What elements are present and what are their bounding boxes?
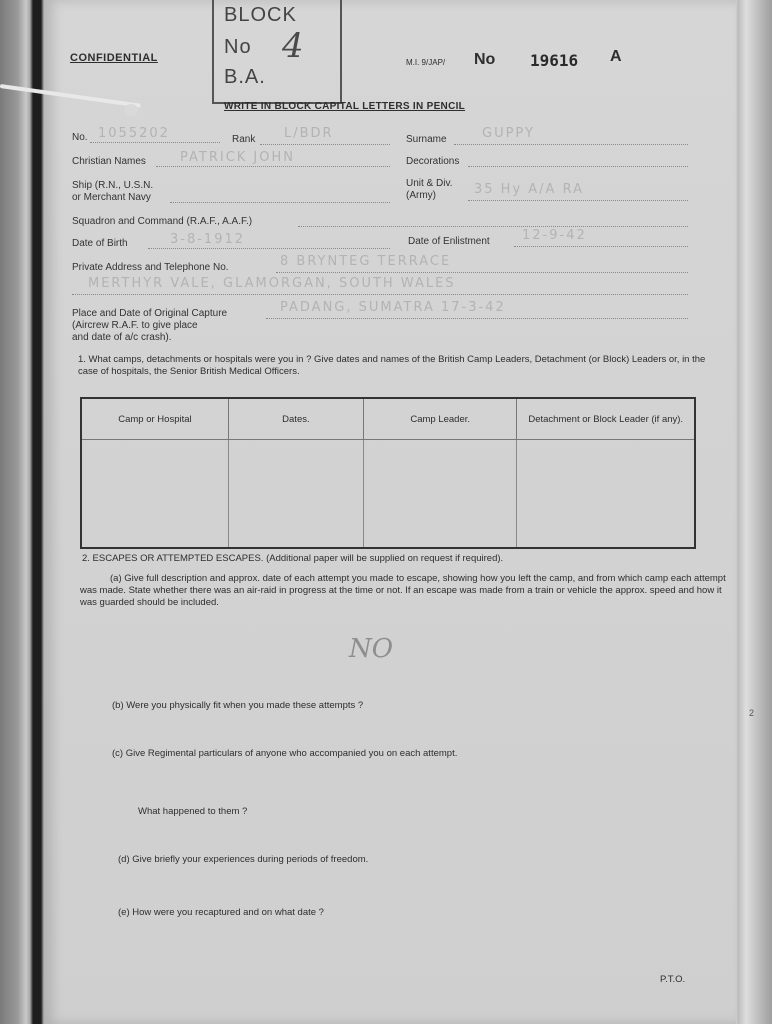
address-label: Private Address and Telephone No. bbox=[72, 262, 229, 273]
form-number-label: No bbox=[474, 51, 496, 68]
unit-label-line1: Unit & Div. bbox=[406, 178, 453, 189]
capture-label-line2: (Aircrew R.A.F. to give place bbox=[72, 320, 198, 331]
service-number-value: 1055202 bbox=[98, 126, 170, 141]
stamp-ba: B.A. bbox=[224, 66, 266, 88]
questionnaire-page bbox=[44, 0, 736, 1024]
question-2c-followup: What happened to them ? bbox=[138, 806, 248, 817]
date-of-birth-value: 3-8-1912 bbox=[170, 232, 246, 247]
camps-header-leader: Camp Leader. bbox=[363, 398, 517, 440]
question-2d: (d) Give briefly your experiences during periods of freedom. bbox=[118, 854, 369, 865]
section-2-title: 2. ESCAPES OR ATTEMPTED ESCAPES. (Additional paper will be supplied on request if required). bbox=[82, 553, 504, 564]
date-of-enlistment-value: 12-9-42 bbox=[522, 228, 587, 243]
stamp-no: No bbox=[224, 36, 252, 58]
christian-names-label: Christian Names bbox=[72, 156, 146, 167]
capture-label-line3: and date of a/c crash). bbox=[72, 332, 172, 343]
page-edge-mark: 2 bbox=[748, 708, 754, 718]
form-serial-number: 19616 bbox=[530, 51, 579, 70]
surname-value: GUPPY bbox=[482, 126, 535, 141]
question-2c: (c) Give Regimental particulars of anyone who accompanied you on each attempt. bbox=[112, 748, 458, 759]
camps-table bbox=[80, 397, 696, 549]
confidential-heading: CONFIDENTIAL bbox=[70, 52, 158, 64]
question-2e: (e) How were you recaptured and on what date ? bbox=[118, 907, 324, 918]
squadron-label: Squadron and Command (R.A.F., A.A.F.) bbox=[72, 216, 253, 227]
capture-label-line1: Place and Date of Original Capture bbox=[72, 308, 228, 319]
service-number-label: No. bbox=[72, 132, 88, 143]
christian-names-value: PATRICK JOHN bbox=[180, 150, 295, 165]
decorations-label: Decorations bbox=[406, 156, 460, 167]
unit-value: 35 Hy A/A RA bbox=[474, 182, 584, 197]
capture-value: PADANG, SUMATRA 17-3-42 bbox=[280, 300, 506, 315]
date-of-enlistment-label: Date of Enlistment bbox=[408, 236, 490, 247]
camps-cell bbox=[228, 440, 363, 549]
block-stamp bbox=[212, 0, 342, 104]
question-2a: (a) Give full description and approx. date of each attempt you made to escape, showing how you left the camp, and from which camp each attempt was made. State whether there was an air-raid in progress at the time or not. If an escape was made from a train or vehicle the approx. speed and how it was guarded should be included. bbox=[80, 573, 726, 608]
rank-label: Rank bbox=[232, 134, 256, 145]
please-turn-over: P.T.O. bbox=[660, 974, 686, 985]
unit-label-line2: (Army) bbox=[406, 190, 436, 201]
ship-label-line1: Ship (R.N., U.S.N. bbox=[72, 180, 154, 191]
surname-label: Surname bbox=[406, 134, 447, 145]
ship-label-line2: or Merchant Navy bbox=[72, 192, 151, 203]
camps-header-camp: Camp or Hospital bbox=[81, 398, 228, 440]
date-of-birth-label: Date of Birth bbox=[72, 238, 128, 249]
question-2a-answer: NO bbox=[349, 634, 394, 664]
rank-value: L/BDR bbox=[284, 126, 334, 141]
camps-header-detachment: Detachment or Block Leader (if any). bbox=[517, 398, 695, 440]
camps-table-row bbox=[81, 440, 695, 549]
question-2b: (b) Were you physically fit when you made these attempts ? bbox=[112, 700, 364, 711]
form-serial-suffix: A bbox=[610, 48, 622, 65]
mi-reference: M.I. 9/JAP/ bbox=[406, 58, 446, 67]
binding-string-knot bbox=[124, 104, 138, 116]
camps-header-dates: Dates. bbox=[228, 398, 363, 440]
camps-cell bbox=[517, 440, 695, 549]
question-1: 1. What camps, detachments or hospitals were you in ? Give dates and names of the British Camp Leaders, Detachment (or Block) Leaders or, in the case of hospitals, the Senior British Medical Officers. bbox=[78, 354, 706, 377]
camps-cell bbox=[81, 440, 228, 549]
stamp-handwritten-number: 4 bbox=[282, 26, 304, 66]
address-value-line2: MERTHYR VALE, GLAMORGAN, SOUTH WALES bbox=[88, 276, 456, 291]
address-value-line1: 8 BRYNTEG TERRACE bbox=[280, 254, 452, 269]
pencil-instruction: WRITE IN BLOCK CAPITAL LETTERS IN PENCIL bbox=[224, 101, 466, 112]
camps-cell bbox=[363, 440, 517, 549]
stamp-block: BLOCK bbox=[224, 4, 297, 26]
